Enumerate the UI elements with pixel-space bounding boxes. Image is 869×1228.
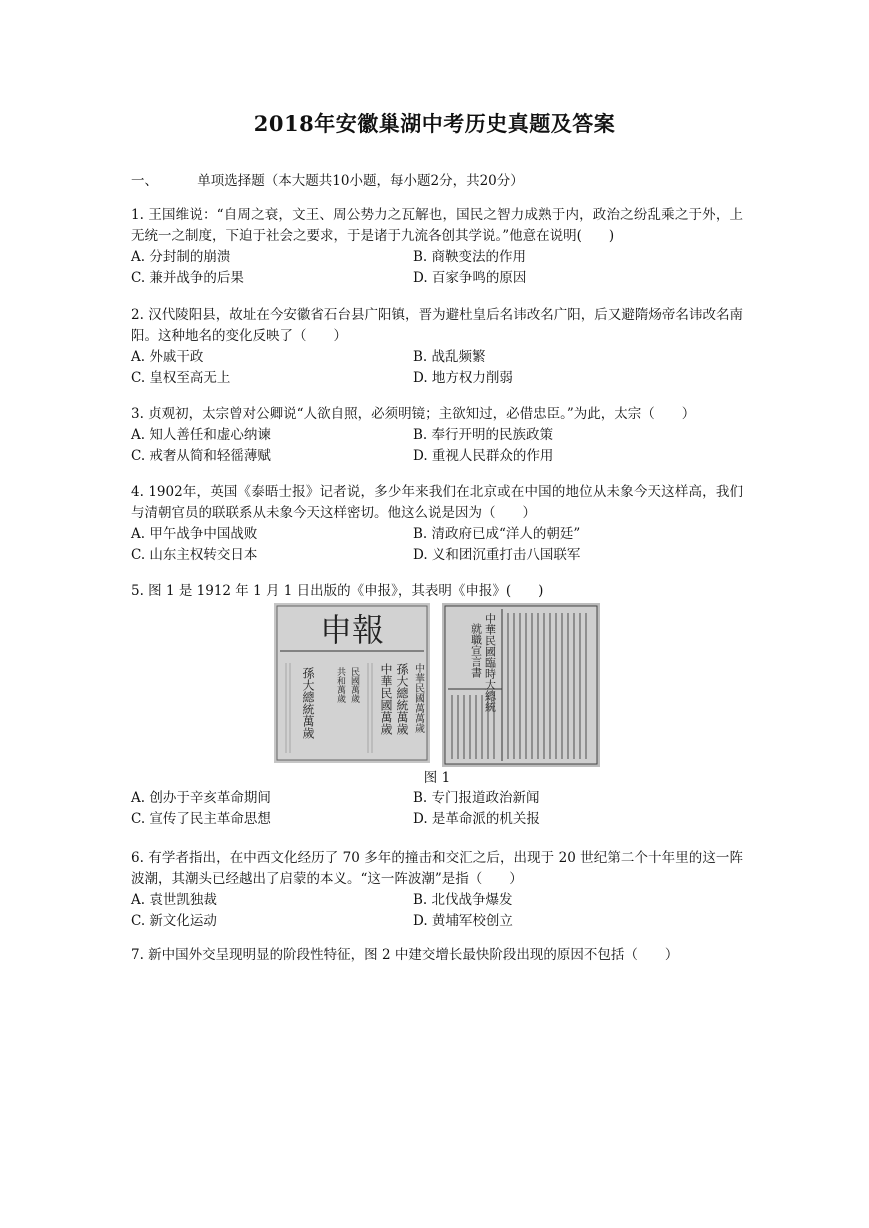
option-d: D. 地方权力削弱	[413, 370, 513, 386]
question-5-options	[131, 788, 743, 830]
option-c: C. 宣传了民主革命思想	[131, 811, 271, 827]
option-a: A. 分封制的崩溃	[131, 249, 231, 265]
newspaper-proclamation-graphic	[442, 603, 600, 767]
option-d: D. 义和团沉重打击八国联军	[413, 547, 581, 563]
question-5	[131, 581, 743, 602]
section-text: 单项选择题（本大题共10小题，每小题2分，共20分）	[197, 173, 524, 189]
question-stem: 3. 贞观初，太宗曾对公卿说“人欲自照，必须明镜；主欲知过，必借忠臣。”为此，太宗（ ）	[131, 406, 696, 422]
question-3	[131, 404, 743, 467]
left-column-3: 民國萬歲	[349, 667, 359, 703]
option-c: C. 戒奢从简和轻徭薄赋	[131, 448, 271, 464]
newspaper-front-page-graphic	[274, 603, 430, 763]
option-b: B. 奉行开明的民族政策	[413, 427, 554, 443]
option-b: B. 战乱频繁	[413, 349, 486, 365]
right-column-2: 孫大總統萬歲	[395, 663, 409, 735]
proclamation-subheader: 就職宣言書	[469, 623, 483, 678]
option-b: B. 专门报道政治新闻	[413, 790, 540, 806]
question-stem: 7. 新中国外交呈现明显的阶段性特征，图 2 中建交增长最快阶段出现的原因不包括（ ）	[131, 947, 679, 963]
option-c: C. 兼并战争的后果	[131, 270, 244, 286]
figure-1	[131, 603, 743, 787]
question-6	[131, 848, 743, 932]
section-heading	[131, 169, 524, 189]
option-d: D. 是革命派的机关报	[413, 811, 540, 827]
option-d: D. 重视人民群众的作用	[413, 448, 554, 464]
option-c: C. 山东主权转交日本	[131, 547, 258, 563]
newspaper-front-page-image	[274, 603, 430, 763]
page-title: 2018年安徽巢湖中考历史真题及答案	[253, 111, 616, 136]
question-stem: 2. 汉代陵阳县，故址在今安徽省石台县广阳镇，晋为避杜皇后名讳改名广阳，后又避隋炀帝名讳改名南阳。这种地名的变化反映了（ ）	[131, 307, 743, 344]
right-column-1: 中華民國萬歲	[379, 663, 393, 735]
option-c: C. 新文化运动	[131, 913, 217, 929]
option-d: D. 黄埔军校创立	[413, 913, 513, 929]
option-a: A. 知人善任和虚心纳谏	[131, 427, 271, 443]
masthead-text: 申報	[319, 611, 385, 649]
option-a: A. 袁世凯独裁	[131, 892, 217, 908]
option-a: A. 创办于辛亥革命期间	[131, 790, 271, 806]
right-column-3: 中華民國萬萬歲	[412, 663, 424, 733]
option-b: B. 北伐战争爆发	[413, 892, 513, 908]
proclamation-header: 中華民國臨時大總統	[483, 613, 497, 712]
question-7	[131, 945, 743, 966]
question-stem: 5. 图 1 是 1912 年 1 月 1 日出版的《申报》，其表明《申报》( )	[131, 583, 544, 599]
option-b: B. 商鞅变法的作用	[413, 249, 527, 265]
question-stem: 6. 有学者指出，在中西文化经历了 70 多年的撞击和交汇之后，出现于 20 世纪第二个十年里的这一阵波潮，其潮头已经越出了启蒙的本义。“这一阵波潮”是指（ ）	[131, 850, 743, 887]
option-a: A. 甲午战争中国战败	[131, 526, 258, 542]
newspaper-proclamation-image	[442, 603, 600, 767]
option-c: C. 皇权至高无上	[131, 370, 231, 386]
question-2	[131, 305, 743, 389]
option-d: D. 百家争鸣的原因	[413, 270, 527, 286]
question-4	[131, 482, 743, 566]
question-stem: 1. 王国维说：“自周之衰，文王、周公势力之瓦解也，国民之智力成熟于内，政治之纷乱乘之于外，上无统一之制度，下迫于社会之要求，于是诸于九流各创其学说。”他意在说明( )	[131, 207, 743, 244]
option-a: A. 外戚干政	[131, 349, 204, 365]
question-stem: 4. 1902年，英国《泰晤士报》记者说，多少年来我们在北京或在中国的地位从未象今天这样高，我们与清朝官员的联联系从未象今天这样密切。他这么说是因为（ ）	[131, 484, 743, 521]
figure-caption: 图 1	[423, 770, 451, 786]
left-column-1: 孫大總統萬歲	[301, 667, 315, 739]
left-column-2: 共和萬歲	[335, 667, 345, 703]
question-1	[131, 205, 743, 289]
option-b: B. 清政府已成“洋人的朝廷”	[413, 526, 581, 542]
section-number: 一、	[131, 173, 158, 189]
